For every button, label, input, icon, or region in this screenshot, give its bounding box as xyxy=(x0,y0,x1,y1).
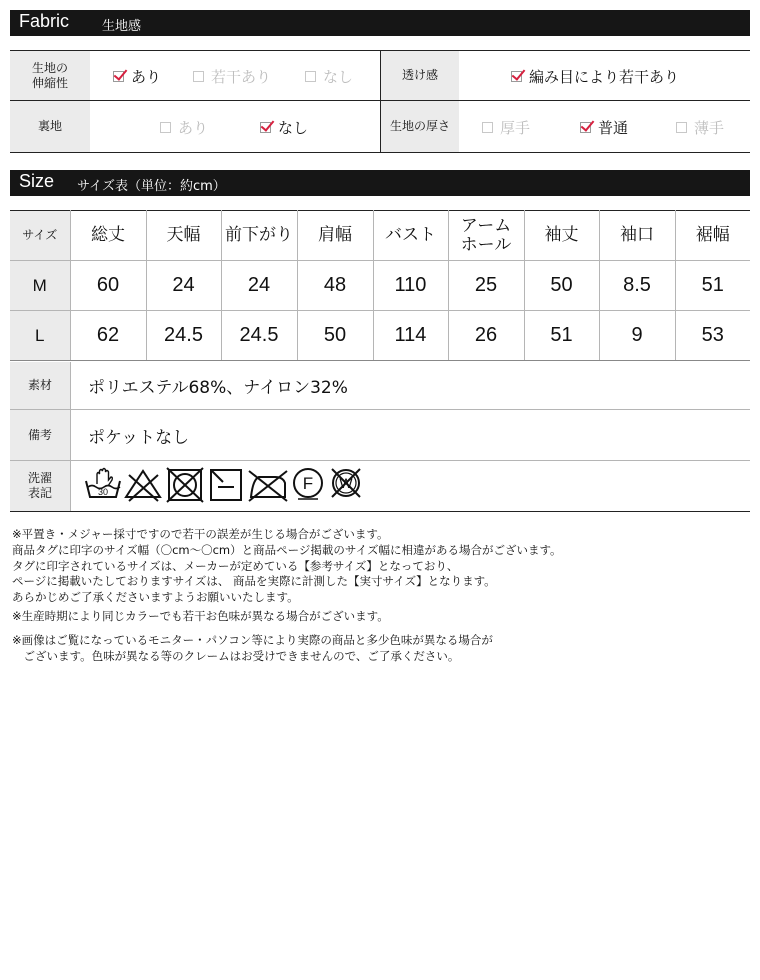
table-cell: 24 xyxy=(146,261,221,311)
size-header-bar xyxy=(10,170,750,196)
column-header-neck-width: 天幅 xyxy=(146,211,221,261)
sheer-option xyxy=(511,66,679,87)
table-cell: 62 xyxy=(70,311,146,361)
note-line: ※生産時期により同じカラーでも若干お色味が異なる場合がございます。 xyxy=(12,608,389,623)
column-header-hem-width: 裾幅 xyxy=(675,211,750,261)
care-label-line2: 表記 xyxy=(27,486,52,500)
table-cell: 26 xyxy=(448,311,524,361)
thickness-label: 生地の厚さ xyxy=(381,101,459,152)
sheer-option-label: 編み目により若干あり xyxy=(529,68,680,86)
column-header-bust: バスト xyxy=(373,211,448,261)
material-value: ポリエステル68%、ナイロン32% xyxy=(88,378,348,398)
material-row xyxy=(10,362,750,410)
table-cell: 25 xyxy=(448,261,524,311)
stretch-option-yes xyxy=(113,66,161,87)
checkbox-empty-icon xyxy=(482,122,493,133)
column-header-cuff: 袖口 xyxy=(599,211,675,261)
note-line: ※画像はご覧になっているモニター・パソコン等により実際の商品と多少色味が異なる場合が xyxy=(12,632,493,647)
stretch-option-no xyxy=(305,66,353,87)
info-table-bottom-border xyxy=(10,511,750,512)
note-line: タグに印字されているサイズは、メーカーが定めている【参考サイズ】となっており、 xyxy=(12,558,459,573)
lining-option-no xyxy=(260,117,308,138)
table-cell: 24 xyxy=(221,261,297,311)
iron-low-prohibited-icon xyxy=(249,471,287,501)
remarks-row xyxy=(10,410,750,461)
table-row xyxy=(10,311,750,361)
table-cell: 53 xyxy=(675,311,750,361)
size-header-label: サイズ xyxy=(10,211,70,261)
fabric-table xyxy=(10,50,750,153)
table-cell: 60 xyxy=(70,261,146,311)
size-label-l: L xyxy=(10,311,70,361)
armhole-line1: アーム xyxy=(460,215,512,236)
sheer-label: 透け感 xyxy=(381,51,459,100)
lining-option-yes xyxy=(160,117,208,138)
size-title-en: Size xyxy=(19,171,55,191)
size-table xyxy=(10,210,750,361)
size-title-ja: サイズ表（単位：約cm） xyxy=(77,179,226,194)
checkbox-checked-icon xyxy=(260,122,271,133)
note-line: ページに掲載いたしておりますサイズは、 商品を実際に計測した【実寸サイズ】となります。 xyxy=(12,574,496,589)
table-cell: 24.5 xyxy=(146,311,221,361)
note-line: 商品タグに印字のサイズ幅（〇cm〜〇cm）と商品ページ掲載のサイズ幅に相違がある場合がございます。 xyxy=(12,542,562,557)
stretch-option-no-label: なし xyxy=(323,68,354,86)
wet-clean-letter: W xyxy=(339,475,353,491)
size-table-header-row xyxy=(10,211,750,261)
material-label: 素材 xyxy=(10,362,71,409)
dry-clean-letter: F xyxy=(302,474,314,493)
no-wet-clean-icon xyxy=(332,469,360,497)
stretch-label-line2: 伸縮性 xyxy=(31,75,68,90)
table-cell: 8.5 xyxy=(599,261,675,311)
fabric-title-ja: 生地感 xyxy=(102,19,142,34)
table-cell: 114 xyxy=(373,311,448,361)
lining-label: 裏地 xyxy=(10,101,90,152)
column-header-front-drop: 前下がり xyxy=(221,211,297,261)
checkbox-checked-icon xyxy=(113,71,124,82)
care-label xyxy=(10,461,71,511)
stretch-option-yes-label: あり xyxy=(131,68,162,86)
checkbox-empty-icon xyxy=(305,71,316,82)
table-cell: 51 xyxy=(524,311,599,361)
thickness-option-thick-label: 厚手 xyxy=(500,119,531,137)
note-line: ※平置き・メジャー採寸ですので若干の誤差が生じる場合がございます。 xyxy=(12,527,389,541)
no-bleach-icon xyxy=(126,471,160,501)
dry-clean-f-icon xyxy=(294,469,322,499)
care-row xyxy=(10,461,750,511)
table-cell: 24.5 xyxy=(221,311,297,361)
remarks-label: 備考 xyxy=(10,410,71,460)
checkbox-empty-icon xyxy=(160,122,171,133)
thickness-option-thick xyxy=(482,117,530,138)
table-cell: 48 xyxy=(297,261,373,311)
thickness-option-thin xyxy=(676,117,724,138)
table-cell: 51 xyxy=(675,261,750,311)
lining-option-no-label: なし xyxy=(278,119,309,137)
notes xyxy=(12,527,750,664)
checkbox-empty-icon xyxy=(193,71,204,82)
thickness-option-thin-label: 薄手 xyxy=(694,119,725,137)
checkbox-checked-icon xyxy=(511,71,522,82)
column-header-sleeve-length: 袖丈 xyxy=(524,211,599,261)
column-header-armhole xyxy=(448,211,524,261)
stretch-label xyxy=(10,51,90,100)
no-tumble-dry-icon xyxy=(167,468,203,502)
checkbox-empty-icon xyxy=(676,122,687,133)
thickness-option-normal-label: 普通 xyxy=(598,119,629,137)
table-cell: 50 xyxy=(524,261,599,311)
care-symbols xyxy=(84,465,374,505)
lining-option-yes-label: あり xyxy=(178,119,209,137)
table-cell: 9 xyxy=(599,311,675,361)
column-header-shoulder: 肩幅 xyxy=(297,211,373,261)
care-label-line1: 洗濯 xyxy=(27,471,52,485)
stretch-option-slight xyxy=(193,66,271,87)
hand-wash-temp: 30 xyxy=(97,487,109,497)
fabric-title-en: Fabric xyxy=(19,11,70,31)
checkbox-checked-icon xyxy=(580,122,591,133)
column-header-total-length: 総丈 xyxy=(70,211,146,261)
thickness-option-normal xyxy=(580,117,628,138)
table-cell: 50 xyxy=(297,311,373,361)
fabric-header-bar xyxy=(10,10,750,36)
remarks-value: ポケットなし xyxy=(88,427,190,448)
table-cell: 110 xyxy=(373,261,448,311)
stretch-label-line1: 生地の xyxy=(31,60,68,75)
size-label-m: M xyxy=(10,261,70,311)
line-dry-shade-icon xyxy=(211,470,241,500)
armhole-line2: ホール xyxy=(460,234,512,255)
note-line: あらかじめご了承くださいますようお願いいたします。 xyxy=(12,590,299,605)
table-row xyxy=(10,261,750,311)
hand-wash-30-icon xyxy=(86,469,120,498)
size-table-divider xyxy=(10,360,750,361)
stretch-option-slight-label: 若干あり xyxy=(211,68,272,86)
note-line: ございます。色味が異なる等のクレームはお受けできませんので、ご了承ください。 xyxy=(12,648,460,663)
